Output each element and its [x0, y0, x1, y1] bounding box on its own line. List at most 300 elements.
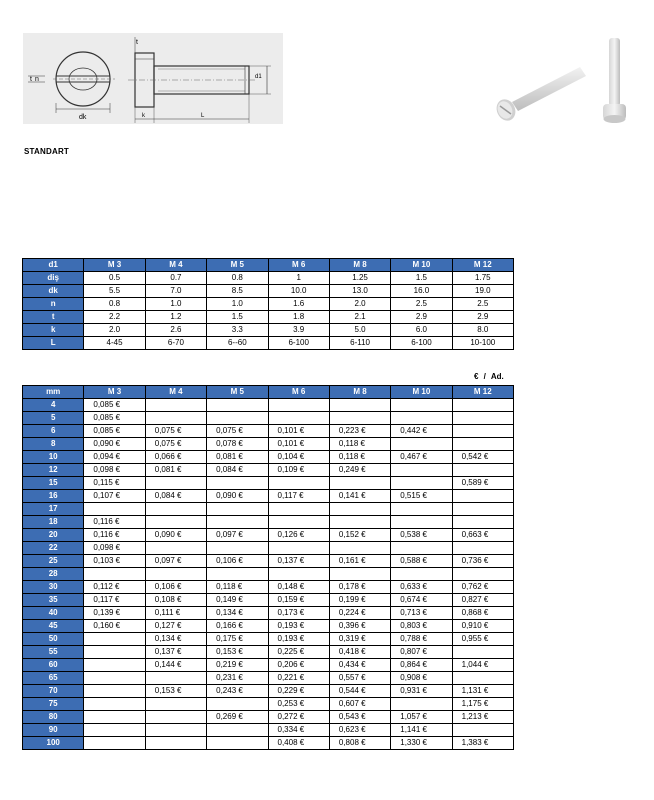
price-row-value-cell: 0,116 € — [84, 529, 145, 542]
price-row-value-cell — [391, 542, 452, 555]
price-row-header-cell: 18 — [23, 516, 84, 529]
price-row-value-cell: 0,543 € — [329, 711, 390, 724]
price-row-value-cell — [329, 477, 390, 490]
price-row-header-cell: 20 — [23, 529, 84, 542]
price-column-header-7: M 12 — [452, 386, 513, 399]
price-row-value-cell — [268, 516, 329, 529]
price-row — [23, 659, 514, 672]
price-row-value-cell — [391, 516, 452, 529]
price-column-header-1: M 3 — [84, 386, 145, 399]
price-row-header-cell: 60 — [23, 659, 84, 672]
price-row-value-cell: 0,161 € — [329, 555, 390, 568]
specs-row-value-cell: 1.6 — [268, 298, 329, 311]
price-row-value-cell: 0,066 € — [145, 451, 206, 464]
price-row-value-cell — [145, 724, 206, 737]
price-row-value-cell — [391, 412, 452, 425]
price-row-value-cell — [391, 438, 452, 451]
price-row-value-cell — [84, 698, 145, 711]
price-row — [23, 490, 514, 503]
price-row-value-cell — [207, 503, 268, 516]
price-row-value-cell: 0,633 € — [391, 581, 452, 594]
price-row-value-cell: 0,094 € — [84, 451, 145, 464]
price-row-value-cell: 0,116 € — [84, 516, 145, 529]
price-row-value-cell — [145, 503, 206, 516]
price-row — [23, 542, 514, 555]
dimension-specs-table — [22, 258, 514, 350]
specs-column-header-5: M 8 — [329, 259, 390, 272]
price-row-header-cell: 50 — [23, 633, 84, 646]
price-row-value-cell — [84, 646, 145, 659]
t-label-left: t — [30, 76, 32, 83]
price-row-value-cell — [391, 568, 452, 581]
specs-row-value-cell: 5.0 — [329, 324, 390, 337]
price-row — [23, 568, 514, 581]
price-row-header-cell: 8 — [23, 438, 84, 451]
specs-row-value-cell: 13.0 — [329, 285, 390, 298]
price-row-value-cell — [391, 464, 452, 477]
price-row — [23, 672, 514, 685]
price-row-value-cell: 0,544 € — [329, 685, 390, 698]
price-row-value-cell — [268, 399, 329, 412]
specs-row — [23, 311, 514, 324]
price-row-value-cell: 0,713 € — [391, 607, 452, 620]
price-row-value-cell — [207, 542, 268, 555]
price-row-value-cell — [452, 464, 513, 477]
price-row-value-cell: 0,084 € — [145, 490, 206, 503]
price-row-value-cell — [145, 737, 206, 750]
price-row-value-cell: 0,193 € — [268, 620, 329, 633]
price-row-value-cell: 0,090 € — [84, 438, 145, 451]
price-row-value-cell: 1,175 € — [452, 698, 513, 711]
price-row-value-cell — [145, 516, 206, 529]
price-row-value-cell — [84, 672, 145, 685]
price-row-value-cell: 0,221 € — [268, 672, 329, 685]
specs-row-value-cell: 6-100 — [268, 337, 329, 350]
price-row — [23, 685, 514, 698]
price-row-value-cell — [329, 399, 390, 412]
price-row-value-cell — [268, 542, 329, 555]
price-row-value-cell: 0,109 € — [268, 464, 329, 477]
price-row-value-cell — [84, 737, 145, 750]
price-row-value-cell: 0,118 € — [329, 438, 390, 451]
specs-row-header-cell: dk — [23, 285, 84, 298]
price-row-value-cell: 0,542 € — [452, 451, 513, 464]
specs-row-value-cell: 2.1 — [329, 311, 390, 324]
price-row — [23, 698, 514, 711]
price-row-value-cell: 0,538 € — [391, 529, 452, 542]
specs-row-value-cell: 16.0 — [391, 285, 452, 298]
specs-row-value-cell: 2.9 — [391, 311, 452, 324]
price-row-value-cell: 1,044 € — [452, 659, 513, 672]
price-row-value-cell — [452, 672, 513, 685]
specs-row-value-cell: 4-45 — [84, 337, 145, 350]
price-row-value-cell — [329, 542, 390, 555]
price-row-value-cell — [452, 412, 513, 425]
price-row-value-cell: 0,736 € — [452, 555, 513, 568]
price-row-value-cell — [329, 503, 390, 516]
price-row-value-cell: 0,159 € — [268, 594, 329, 607]
price-row-header-cell: 90 — [23, 724, 84, 737]
price-row-value-cell: 0,396 € — [329, 620, 390, 633]
price-row-value-cell: 0,173 € — [268, 607, 329, 620]
specs-row-value-cell: 1 — [268, 272, 329, 285]
k-label: k — [142, 113, 145, 119]
price-row-value-cell: 0,442 € — [391, 425, 452, 438]
price-row-value-cell: 0,225 € — [268, 646, 329, 659]
price-row-value-cell: 0,112 € — [84, 581, 145, 594]
price-row-value-cell: 0,319 € — [329, 633, 390, 646]
price-row-value-cell: 0,106 € — [145, 581, 206, 594]
specs-row-header-cell: t — [23, 311, 84, 324]
price-row-value-cell: 0,115 € — [84, 477, 145, 490]
price-row-value-cell: 0,224 € — [329, 607, 390, 620]
price-row-value-cell: 0,589 € — [452, 477, 513, 490]
price-row-value-cell: 0,223 € — [329, 425, 390, 438]
price-row-header-cell: 55 — [23, 646, 84, 659]
price-row-value-cell — [452, 542, 513, 555]
specs-column-header-7: M 12 — [452, 259, 513, 272]
price-row-value-cell: 0,103 € — [84, 555, 145, 568]
specs-row-value-cell: 1.5 — [207, 311, 268, 324]
price-row-value-cell — [207, 568, 268, 581]
price-row-value-cell: 0,104 € — [268, 451, 329, 464]
price-row-header-cell: 45 — [23, 620, 84, 633]
specs-row-value-cell: 7.0 — [145, 285, 206, 298]
price-row-value-cell: 0,101 € — [268, 425, 329, 438]
price-row-value-cell: 0,908 € — [391, 672, 452, 685]
price-row-value-cell: 0,175 € — [207, 633, 268, 646]
price-row-value-cell — [207, 724, 268, 737]
price-row-value-cell — [268, 503, 329, 516]
price-row-value-cell — [207, 698, 268, 711]
specs-row-value-cell: 1.75 — [452, 272, 513, 285]
specs-row-value-cell: 2.9 — [452, 311, 513, 324]
price-row-value-cell: 0,107 € — [84, 490, 145, 503]
price-row-value-cell — [452, 490, 513, 503]
specs-column-header-3: M 5 — [207, 259, 268, 272]
price-row-value-cell — [268, 477, 329, 490]
price-row-value-cell — [145, 542, 206, 555]
price-row — [23, 503, 514, 516]
price-row-value-cell — [145, 399, 206, 412]
price-row-value-cell: 1,383 € — [452, 737, 513, 750]
price-row-value-cell — [84, 633, 145, 646]
price-row-value-cell: 0,117 € — [268, 490, 329, 503]
specs-column-header-1: M 3 — [84, 259, 145, 272]
price-row-value-cell: 0,098 € — [84, 464, 145, 477]
price-row-value-cell: 0,098 € — [84, 542, 145, 555]
specs-row-value-cell: 2.5 — [452, 298, 513, 311]
price-row-value-cell: 0,243 € — [207, 685, 268, 698]
price-column-header-3: M 5 — [207, 386, 268, 399]
specs-row — [23, 272, 514, 285]
price-row-value-cell: 0,084 € — [207, 464, 268, 477]
price-row-value-cell: 0,149 € — [207, 594, 268, 607]
specs-row-value-cell: 0.8 — [84, 298, 145, 311]
price-column-header-4: M 6 — [268, 386, 329, 399]
price-row-value-cell: 0,137 € — [145, 646, 206, 659]
price-row-value-cell: 0,134 € — [207, 607, 268, 620]
specs-column-header-6: M 10 — [391, 259, 452, 272]
price-row — [23, 581, 514, 594]
price-row-header-cell: 4 — [23, 399, 84, 412]
specs-row-value-cell: 6.0 — [391, 324, 452, 337]
specs-row-value-cell: 8.0 — [452, 324, 513, 337]
section-title: STANDART — [24, 147, 70, 156]
price-row-value-cell — [145, 711, 206, 724]
price-row-value-cell — [452, 438, 513, 451]
specs-row-value-cell: 5.5 — [84, 285, 145, 298]
price-row-value-cell: 0,868 € — [452, 607, 513, 620]
price-row-value-cell: 0,118 € — [329, 451, 390, 464]
specs-row-value-cell: 19.0 — [452, 285, 513, 298]
specs-row-value-cell: 8.5 — [207, 285, 268, 298]
specs-row-header-cell: diş — [23, 272, 84, 285]
price-row-value-cell — [391, 399, 452, 412]
price-row — [23, 594, 514, 607]
specs-row-value-cell: 2.2 — [84, 311, 145, 324]
price-row-value-cell: 0,418 € — [329, 646, 390, 659]
price-table-header — [23, 386, 514, 399]
price-row — [23, 555, 514, 568]
price-row-value-cell — [452, 399, 513, 412]
price-column-header-2: M 4 — [145, 386, 206, 399]
specs-row-value-cell: 3.3 — [207, 324, 268, 337]
price-row-value-cell — [145, 698, 206, 711]
specs-row-value-cell: 10-100 — [452, 337, 513, 350]
price-row-value-cell: 0,803 € — [391, 620, 452, 633]
price-row-header-cell: 15 — [23, 477, 84, 490]
dk-label: dk — [79, 114, 87, 121]
price-row-value-cell: 0,085 € — [84, 399, 145, 412]
price-row-header-cell: 75 — [23, 698, 84, 711]
price-row-value-cell: 1,213 € — [452, 711, 513, 724]
specs-row-header-cell: n — [23, 298, 84, 311]
price-row-value-cell: 0,788 € — [391, 633, 452, 646]
price-row-value-cell: 0,955 € — [452, 633, 513, 646]
price-row-value-cell: 0,674 € — [391, 594, 452, 607]
price-row — [23, 399, 514, 412]
price-row-value-cell: 0,081 € — [145, 464, 206, 477]
price-row-value-cell: 0,272 € — [268, 711, 329, 724]
price-row — [23, 451, 514, 464]
specs-row — [23, 298, 514, 311]
drawing-svg — [23, 33, 283, 124]
specs-table-header — [23, 259, 514, 272]
specs-row-value-cell: 1.0 — [145, 298, 206, 311]
price-row-value-cell: 1,330 € — [391, 737, 452, 750]
price-column-header-0: mm — [23, 386, 84, 399]
price-row — [23, 529, 514, 542]
photo-svg — [492, 30, 637, 130]
price-row-value-cell: 0,075 € — [145, 425, 206, 438]
price-row-value-cell: 0,588 € — [391, 555, 452, 568]
price-row — [23, 516, 514, 529]
price-row-value-cell — [452, 503, 513, 516]
price-row-value-cell: 0,075 € — [207, 425, 268, 438]
price-row-value-cell — [207, 516, 268, 529]
price-row-value-cell — [452, 516, 513, 529]
price-row — [23, 412, 514, 425]
price-row — [23, 620, 514, 633]
price-row-value-cell: 0,166 € — [207, 620, 268, 633]
price-row-header-cell: 5 — [23, 412, 84, 425]
price-row-value-cell — [84, 711, 145, 724]
price-row — [23, 711, 514, 724]
price-row-value-cell: 0,623 € — [329, 724, 390, 737]
price-row-value-cell: 0,090 € — [145, 529, 206, 542]
price-row — [23, 724, 514, 737]
specs-row-header-cell: k — [23, 324, 84, 337]
specs-row-value-cell: 10.0 — [268, 285, 329, 298]
price-row-value-cell — [207, 477, 268, 490]
specs-table-body — [23, 272, 514, 350]
price-row-value-cell: 0,075 € — [145, 438, 206, 451]
specs-row-value-cell: 6-70 — [145, 337, 206, 350]
price-row — [23, 464, 514, 477]
price-row-value-cell: 0,106 € — [207, 555, 268, 568]
price-row-value-cell: 0,557 € — [329, 672, 390, 685]
price-row-header-cell: 80 — [23, 711, 84, 724]
price-row-value-cell: 0,118 € — [207, 581, 268, 594]
specs-row — [23, 337, 514, 350]
price-row-value-cell: 0,141 € — [329, 490, 390, 503]
price-row-value-cell: 0,864 € — [391, 659, 452, 672]
specs-row-header-cell: L — [23, 337, 84, 350]
specs-row-value-cell: 0.5 — [84, 272, 145, 285]
screw-product-photo — [492, 30, 637, 130]
price-table-body — [23, 399, 514, 750]
price-row-value-cell: 0,097 € — [207, 529, 268, 542]
price-row-value-cell — [391, 698, 452, 711]
price-row-value-cell: 0,108 € — [145, 594, 206, 607]
specs-row-value-cell: 0.7 — [145, 272, 206, 285]
price-row-value-cell: 0,153 € — [207, 646, 268, 659]
n-label-left: n — [35, 76, 39, 83]
price-row-header-cell: 6 — [23, 425, 84, 438]
price-row-value-cell: 0,101 € — [268, 438, 329, 451]
price-row-value-cell: 0,199 € — [329, 594, 390, 607]
price-unit-note: € / Ad. — [474, 372, 504, 381]
price-row-value-cell: 0,249 € — [329, 464, 390, 477]
price-row-value-cell: 0,231 € — [207, 672, 268, 685]
price-row-value-cell — [84, 568, 145, 581]
price-row-value-cell: 0,193 € — [268, 633, 329, 646]
price-row-value-cell: 0,148 € — [268, 581, 329, 594]
price-row-value-cell: 0,134 € — [145, 633, 206, 646]
price-row-value-cell: 1,131 € — [452, 685, 513, 698]
price-row-header-cell: 16 — [23, 490, 84, 503]
specs-column-header-2: M 4 — [145, 259, 206, 272]
price-row-header-cell: 10 — [23, 451, 84, 464]
price-row-value-cell: 1,141 € — [391, 724, 452, 737]
price-row-header-cell: 22 — [23, 542, 84, 555]
price-row-value-cell: 0,081 € — [207, 451, 268, 464]
price-row-value-cell: 0,085 € — [84, 425, 145, 438]
price-row-value-cell — [391, 503, 452, 516]
price-row — [23, 737, 514, 750]
t-label-top: t — [136, 39, 138, 46]
price-row-value-cell: 0,160 € — [84, 620, 145, 633]
specs-row-value-cell: 2.6 — [145, 324, 206, 337]
price-row-value-cell: 0,807 € — [391, 646, 452, 659]
price-row — [23, 438, 514, 451]
specs-row-value-cell: 1.25 — [329, 272, 390, 285]
price-column-header-5: M 8 — [329, 386, 390, 399]
price-row-value-cell: 0,827 € — [452, 594, 513, 607]
price-row-value-cell — [145, 568, 206, 581]
price-row-value-cell: 0,078 € — [207, 438, 268, 451]
price-row-value-cell: 0,467 € — [391, 451, 452, 464]
price-row — [23, 646, 514, 659]
price-row-value-cell: 0,515 € — [391, 490, 452, 503]
price-row-value-cell — [84, 659, 145, 672]
price-row-value-cell: 0,139 € — [84, 607, 145, 620]
price-row-value-cell — [452, 568, 513, 581]
price-row-value-cell — [207, 412, 268, 425]
price-table — [22, 385, 514, 750]
specs-row-value-cell: 2.0 — [329, 298, 390, 311]
price-row-value-cell — [452, 646, 513, 659]
price-row-value-cell: 0,762 € — [452, 581, 513, 594]
price-row-value-cell — [145, 412, 206, 425]
price-row-value-cell: 0,808 € — [329, 737, 390, 750]
price-row-value-cell — [207, 399, 268, 412]
specs-column-header-0: d1 — [23, 259, 84, 272]
specs-row-value-cell: 3.9 — [268, 324, 329, 337]
price-row-header-cell: 40 — [23, 607, 84, 620]
price-row-value-cell: 0,178 € — [329, 581, 390, 594]
price-row — [23, 477, 514, 490]
price-row-value-cell: 0,126 € — [268, 529, 329, 542]
price-row-value-cell: 0,334 € — [268, 724, 329, 737]
price-row-value-cell: 0,663 € — [452, 529, 513, 542]
price-row-value-cell: 0,206 € — [268, 659, 329, 672]
price-row-value-cell — [84, 685, 145, 698]
price-row — [23, 425, 514, 438]
price-row-value-cell — [145, 672, 206, 685]
price-row-value-cell: 0,097 € — [145, 555, 206, 568]
price-row-header-cell: 35 — [23, 594, 84, 607]
price-row-value-cell: 0,253 € — [268, 698, 329, 711]
specs-row — [23, 324, 514, 337]
specs-row-value-cell: 6-110 — [329, 337, 390, 350]
price-row-value-cell: 0,117 € — [84, 594, 145, 607]
price-row-value-cell — [329, 412, 390, 425]
price-row-value-cell — [329, 516, 390, 529]
price-row-value-cell: 0,219 € — [207, 659, 268, 672]
price-row-header-cell: 100 — [23, 737, 84, 750]
screw-technical-drawing — [23, 33, 283, 124]
price-row-header-cell: 17 — [23, 503, 84, 516]
price-row-header-cell: 65 — [23, 672, 84, 685]
price-row-header-cell: 12 — [23, 464, 84, 477]
price-column-header-6: M 10 — [391, 386, 452, 399]
specs-row-value-cell: 1.5 — [391, 272, 452, 285]
d1-label: d1 — [255, 74, 262, 80]
price-row — [23, 607, 514, 620]
price-row-value-cell: 0,153 € — [145, 685, 206, 698]
specs-row-value-cell: 1.2 — [145, 311, 206, 324]
price-row-value-cell — [207, 737, 268, 750]
price-row-value-cell: 0,910 € — [452, 620, 513, 633]
price-row-value-cell: 0,137 € — [268, 555, 329, 568]
price-row-value-cell — [329, 568, 390, 581]
price-row-value-cell — [268, 568, 329, 581]
price-row-value-cell: 0,229 € — [268, 685, 329, 698]
price-row-value-cell — [145, 477, 206, 490]
specs-row-value-cell: 0.8 — [207, 272, 268, 285]
